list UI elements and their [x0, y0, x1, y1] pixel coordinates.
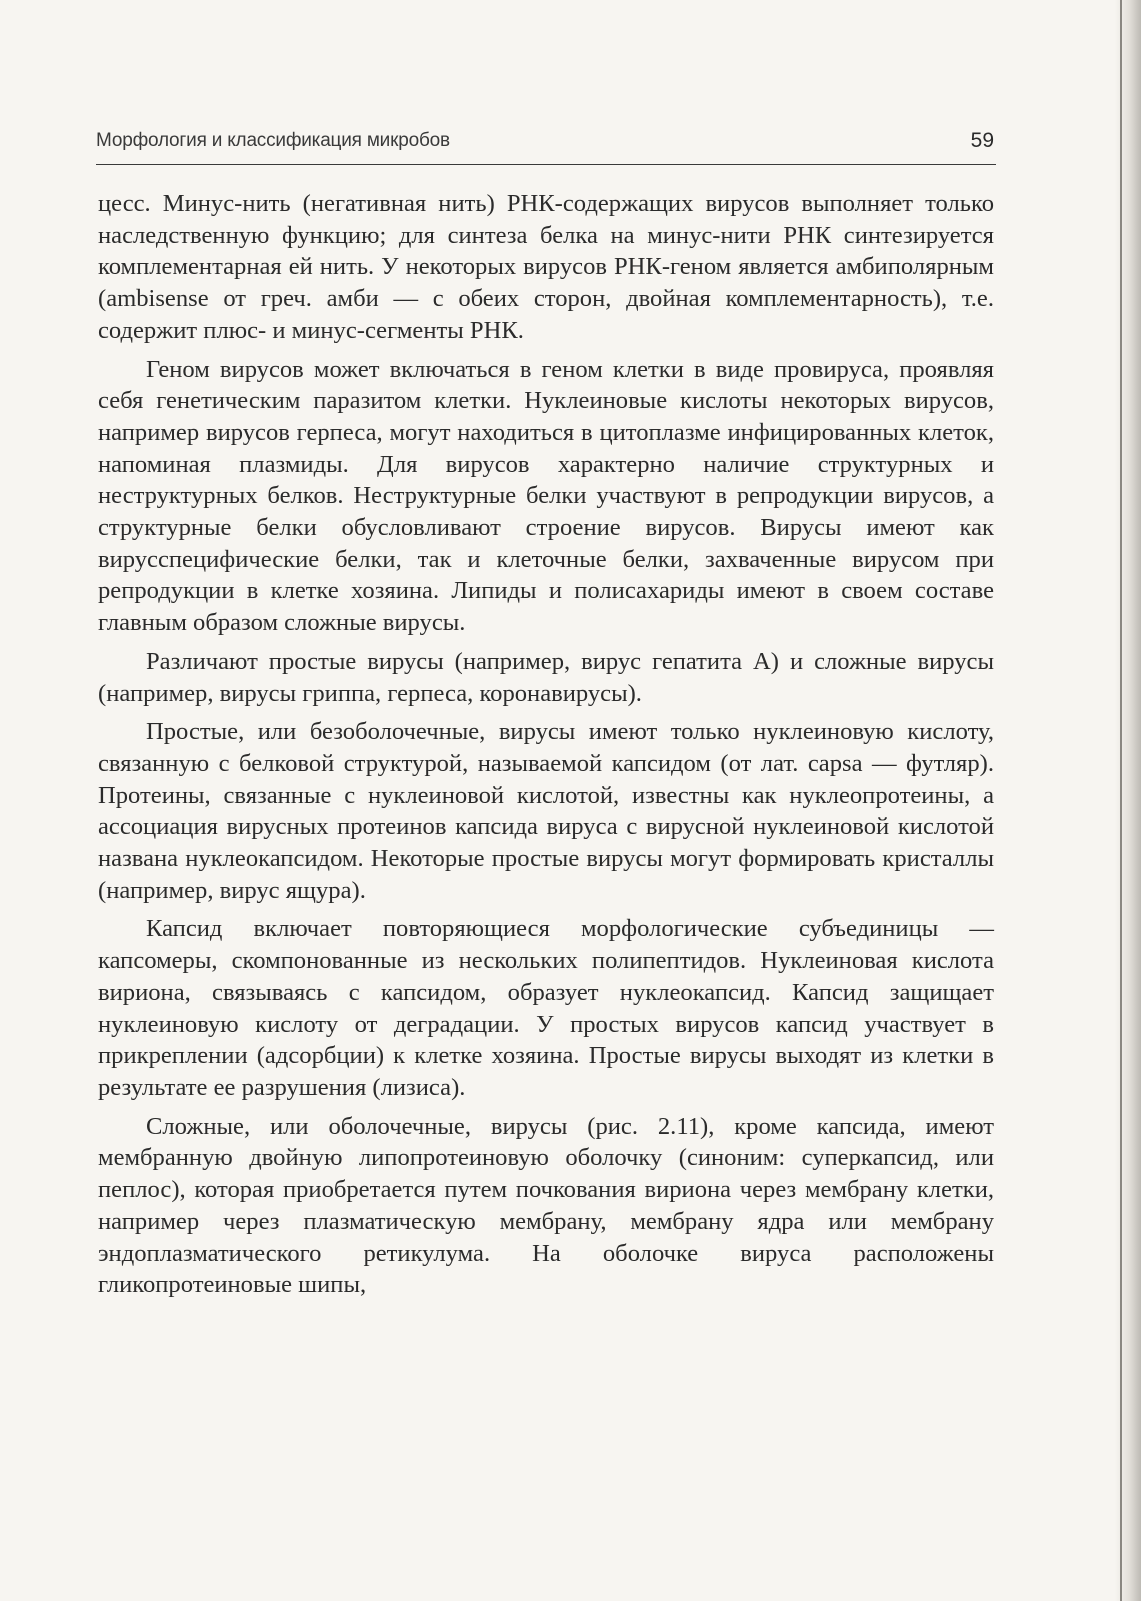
page-edge-line: [1120, 0, 1122, 1601]
paragraph-5: Капсид включает повторяющиеся морфологические субъединицы — капсомеры, скомпонованные из нескольких полипептидов. Нуклеиновая кислота вириона, связываясь с капсидом, образует нуклеокапсид. Капсид защищает нуклеиновую кислоту от деградации. У простых вирусов капсид участвует в прикреплении (адсорбции) к клетке хозяина. Простые вирусы выходят из клетки в результате ее разрушения (лизиса).: [98, 915, 994, 1101]
page-header: [96, 130, 996, 165]
page-edge-shadow: [1115, 0, 1141, 1601]
paragraph-1: цесс. Минус-нить (негативная нить) РНК-содержащих вирусов выполняет только наследственную функцию; для синтеза белка на минус-нити РНК синтезируется комплементарная ей нить. У некоторых вирусов РНК-геном является амбиполярным (ambisense от греч. амби — с обеих сторон, двойная комплементарность), т.е. содержит плюс- и минус-сегменты РНК.: [98, 190, 994, 344]
paragraph-3: Различают простые вирусы (например, вирус гепатита А) и сложные вирусы (например, вирусы гриппа, герпеса, коронавирусы).: [98, 647, 994, 707]
paragraph-2: Геном вирусов может включаться в геном клетки в виде провируса, проявляя себя генетическим паразитом клетки. Нуклеиновые кислоты некоторых вирусов, например вирусов герпеса, могут находиться в цитоплазме инфицированных клеток, напоминая плазмиды. Для вирусов характерно наличие структурных и неструктурных белков. Неструктурные белки участвуют в репродукции вирусов, а структурные белки обусловливают строение вирусов. Вирусы имеют как вирусспецифические белки, так и клеточные белки, захваченные вирусом при репродукции в клетке хозяина. Липиды и полисахариды имеют в своем составе главным образом сложные вирусы.: [98, 355, 994, 637]
running-title: Морфология и классификация микробов: [96, 130, 450, 151]
paragraph-6: Сложные, или оболочечные, вирусы (рис. 2.11), кроме капсида, имеют мембранную двойную липопротеиновую оболочку (синоним: суперкапсид, или пеплос), которая приобретается путем почкования вириона через мембрану клетки, например через плазматическую мембрану, мембрану ядра или мембрану эндоплазматического ретикулума. На оболочке вируса расположены гликопротеиновые шипы,: [98, 1112, 994, 1299]
page-number: 59: [970, 129, 994, 152]
paragraph-4: Простые, или безоболочечные, вирусы имеют только нуклеиновую кислоту, связанную с белковой структурой, называемой капсидом (от лат. capsa — футляр). Протеины, связанные с нуклеиновой кислотой, известны как нуклеопротеины, а ассоциация вирусных протеинов капсида вируса с вирусной нуклеиновой кислотой названа нуклеокапсидом. Некоторые простые вирусы могут формировать кристаллы (например, вирус ящура).: [98, 718, 994, 904]
body-text: [98, 188, 994, 1308]
